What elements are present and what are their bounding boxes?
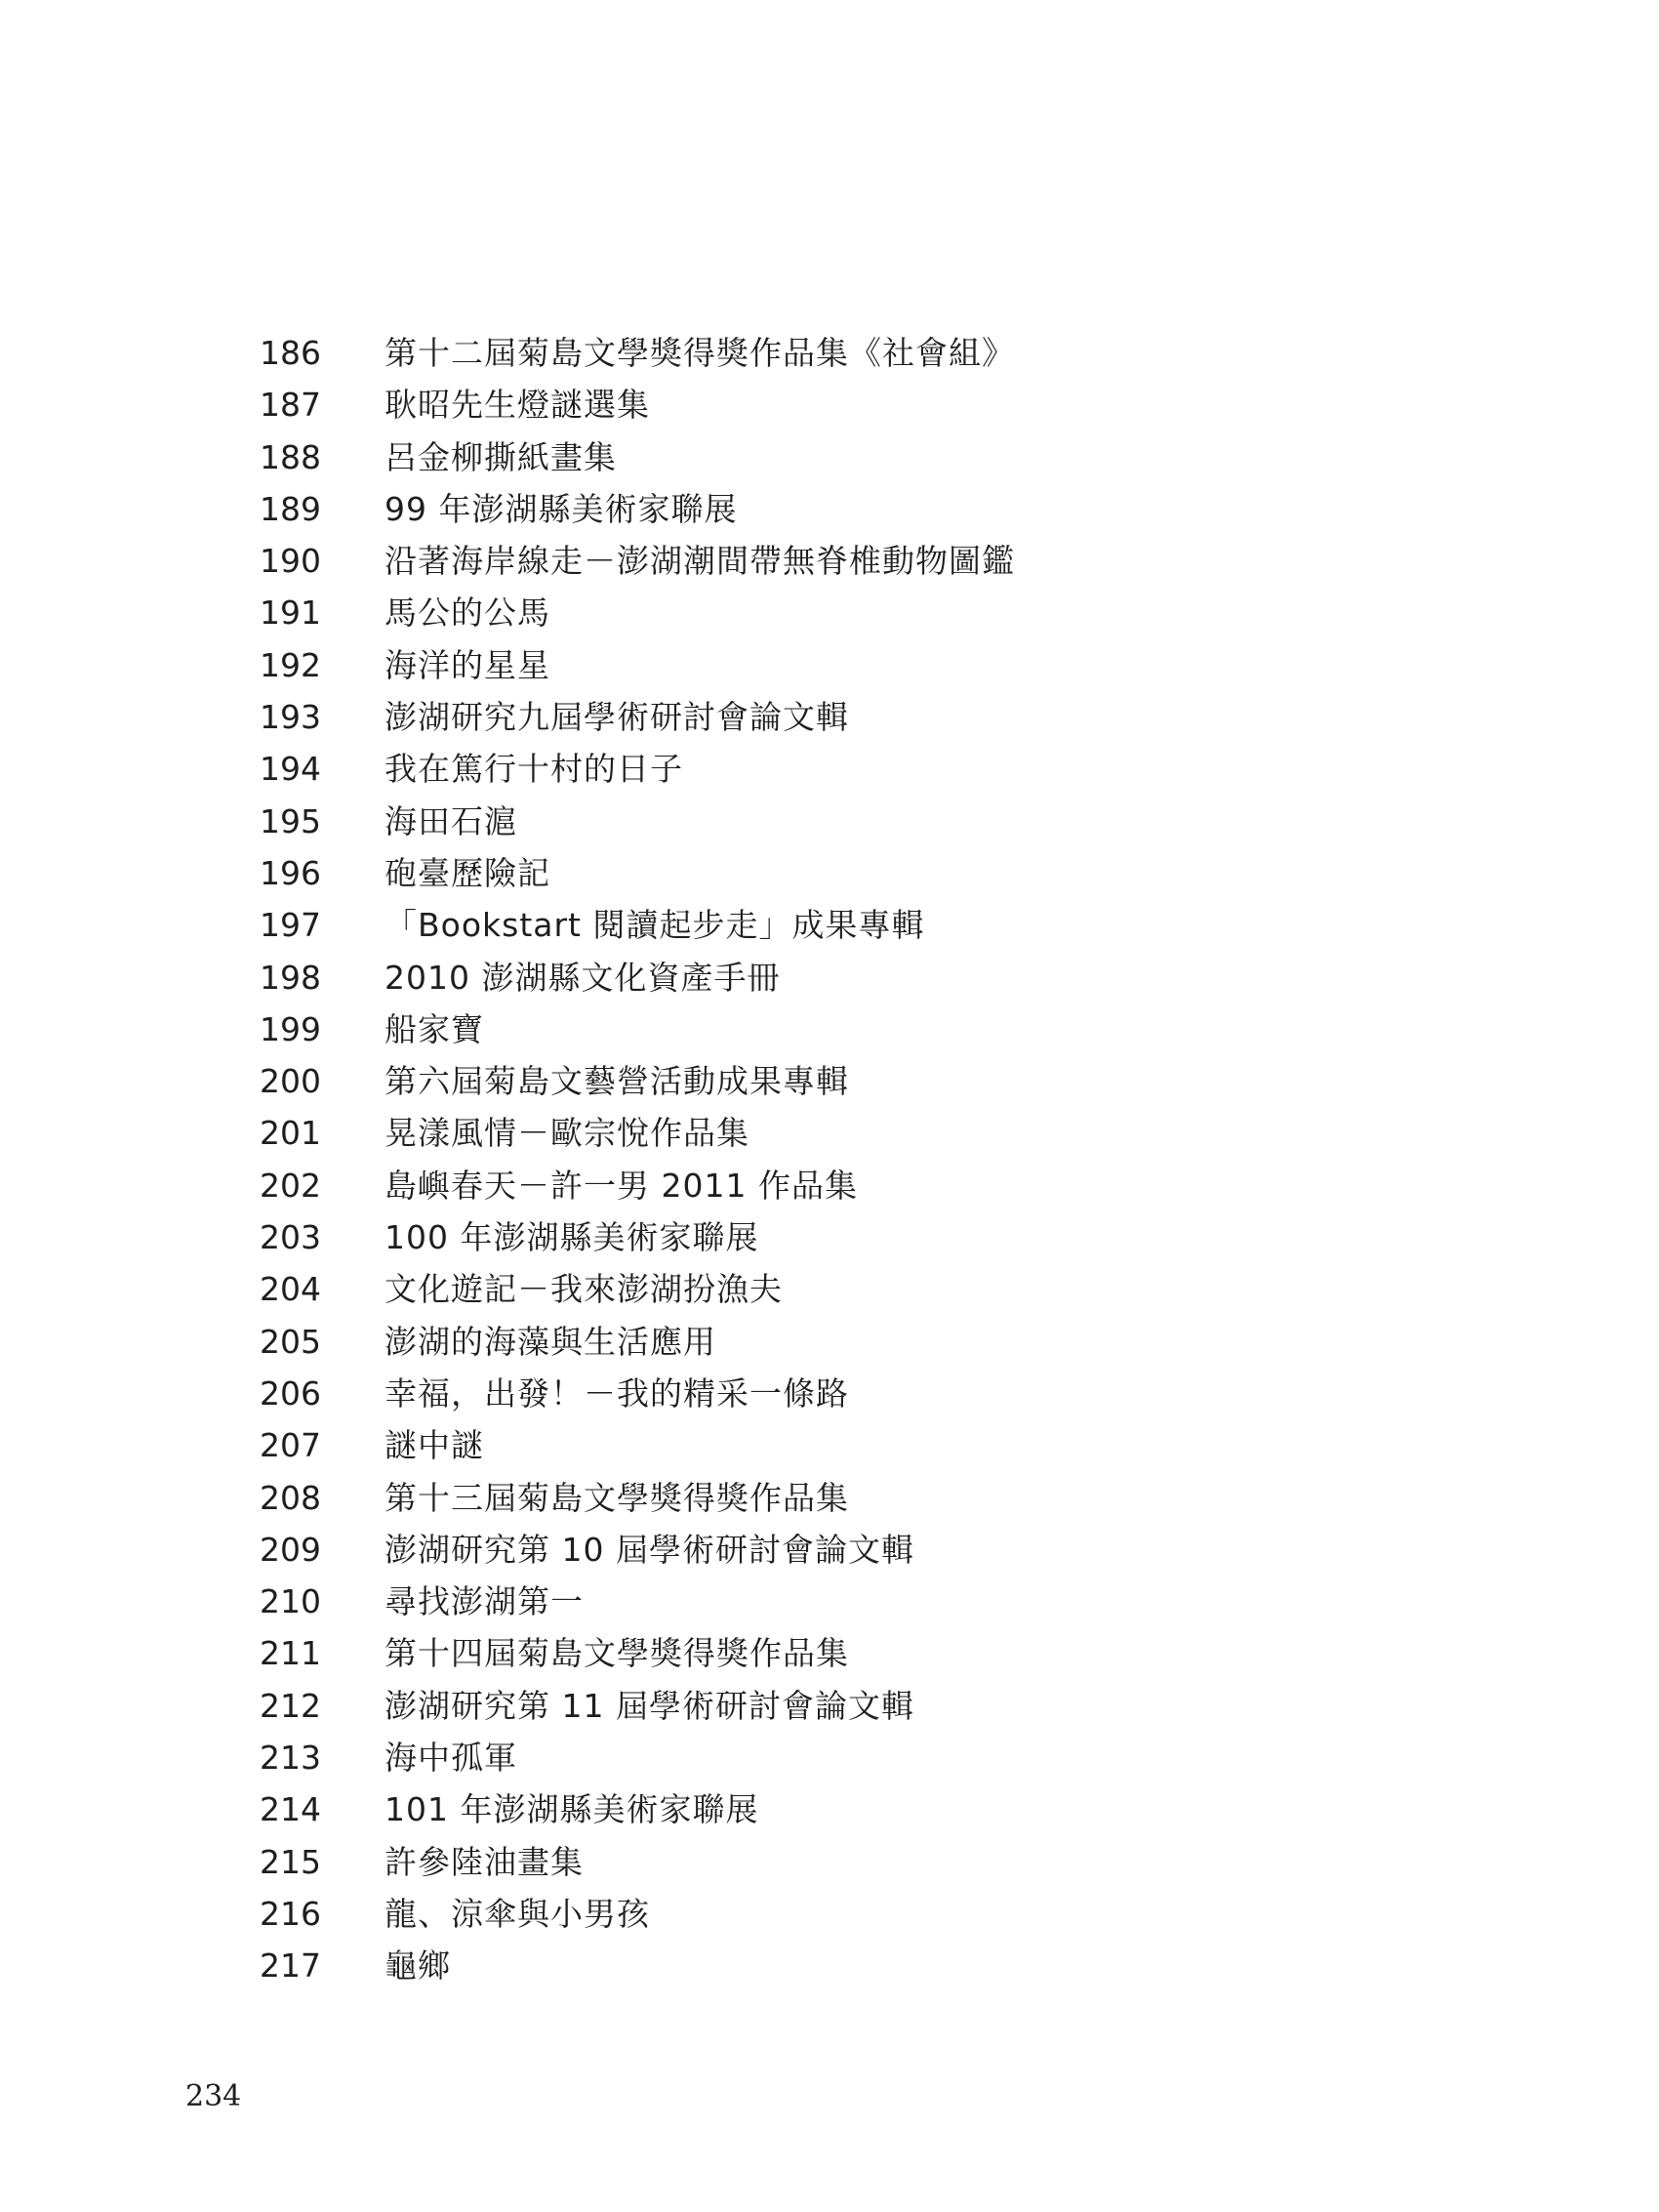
item-title: 澎湖研究九屆學術研討會論文輯 — [384, 698, 849, 737]
item-number: 187 — [260, 386, 321, 425]
item-number: 191 — [260, 594, 321, 633]
item-number: 197 — [260, 906, 321, 945]
item-title: 澎湖研究第 11 屆學術研討會論文輯 — [384, 1686, 914, 1725]
item-number: 201 — [260, 1114, 321, 1153]
item-title: 耿昭先生燈謎選集 — [384, 386, 650, 425]
item-title: 晃漾風情－歐宗悅作品集 — [384, 1114, 749, 1153]
item-number: 193 — [260, 698, 321, 737]
list-item — [260, 1680, 1431, 1732]
item-title: 第六屆菊島文藝營活動成果專輯 — [384, 1062, 849, 1101]
item-number: 209 — [260, 1530, 321, 1569]
item-number: 189 — [260, 489, 321, 528]
item-title: 呂金柳撕紙畫集 — [384, 437, 617, 476]
item-number: 196 — [260, 853, 321, 892]
list-item — [260, 1316, 1431, 1368]
list-item — [260, 1627, 1431, 1679]
list-item — [260, 1368, 1431, 1419]
item-number: 208 — [260, 1478, 321, 1517]
list-item — [260, 431, 1431, 483]
list-item — [260, 899, 1431, 951]
item-number: 204 — [260, 1270, 321, 1309]
item-number: 190 — [260, 542, 321, 581]
item-title: 砲臺歷險記 — [384, 853, 550, 892]
item-title: 幸福，出發！－我的精采一條路 — [384, 1373, 849, 1413]
list-item — [260, 1732, 1431, 1783]
item-title: 馬公的公馬 — [384, 594, 550, 633]
list-item — [260, 691, 1431, 743]
item-title: 海田石滬 — [384, 801, 517, 840]
item-number: 202 — [260, 1166, 321, 1205]
item-title: 澎湖的海藻與生活應用 — [384, 1322, 716, 1361]
item-title: 2010 澎湖縣文化資產手冊 — [384, 958, 781, 997]
list-item — [260, 743, 1431, 795]
item-number: 203 — [260, 1218, 321, 1257]
list-item — [260, 1783, 1431, 1835]
list-item — [260, 847, 1431, 899]
list-item — [260, 1576, 1431, 1627]
item-title: 第十四屆菊島文學獎得獎作品集 — [384, 1634, 849, 1673]
item-number: 186 — [260, 334, 321, 372]
list-item — [260, 535, 1431, 587]
item-title: 第十三屆菊島文學獎得獎作品集 — [384, 1478, 849, 1517]
item-title: 我在篤行十村的日子 — [384, 750, 683, 789]
list-item — [260, 1524, 1431, 1576]
item-title: 海中孤軍 — [384, 1739, 517, 1778]
list-item — [260, 1940, 1431, 1991]
item-number: 199 — [260, 1009, 321, 1048]
list-item — [260, 1472, 1431, 1524]
item-number: 192 — [260, 645, 321, 684]
item-number: 210 — [260, 1582, 321, 1621]
list-item — [260, 1004, 1431, 1055]
list-item — [260, 1888, 1431, 1940]
item-number: 195 — [260, 801, 321, 840]
list-item — [260, 1263, 1431, 1315]
item-title: 龍、涼傘與小男孩 — [384, 1894, 650, 1933]
list-item — [260, 796, 1431, 847]
item-title: 沿著海岸線走－澎湖潮間帶無脊椎動物圖鑑 — [384, 542, 1015, 581]
list-item — [260, 1211, 1431, 1263]
list-item — [260, 1107, 1431, 1159]
list-item — [260, 639, 1431, 691]
item-title: 船家寶 — [384, 1009, 484, 1048]
item-title: 龜鄉 — [384, 1946, 451, 1986]
list-item — [260, 1160, 1431, 1211]
publication-list — [260, 327, 1431, 1992]
item-number: 188 — [260, 437, 321, 476]
item-title: 101 年澎湖縣美術家聯展 — [384, 1790, 759, 1829]
list-item — [260, 1055, 1431, 1107]
item-title: 島嶼春天－許一男 2011 作品集 — [384, 1166, 858, 1205]
item-number: 198 — [260, 958, 321, 997]
item-title: 尋找澎湖第一 — [384, 1582, 584, 1621]
item-title: 許參陸油畫集 — [384, 1842, 584, 1881]
list-item — [260, 483, 1431, 535]
item-title: 海洋的星星 — [384, 645, 550, 684]
item-number: 206 — [260, 1373, 321, 1413]
item-title: 澎湖研究第 10 屆學術研討會論文輯 — [384, 1530, 914, 1569]
list-item — [260, 952, 1431, 1004]
item-title: 99 年澎湖縣美術家聯展 — [384, 489, 738, 528]
list-item — [260, 1419, 1431, 1471]
item-number: 211 — [260, 1634, 321, 1673]
item-number: 194 — [260, 750, 321, 789]
item-title: 「Bookstart 閱讀起步走」成果專輯 — [384, 906, 925, 945]
item-number: 207 — [260, 1426, 321, 1465]
item-number: 205 — [260, 1322, 321, 1361]
item-number: 200 — [260, 1062, 321, 1101]
item-title: 第十二屆菊島文學獎得獎作品集《社會組》 — [384, 334, 1015, 372]
item-title: 謎中謎 — [384, 1426, 484, 1465]
page-number: 234 — [185, 2079, 242, 2113]
item-title: 100 年澎湖縣美術家聯展 — [384, 1218, 759, 1257]
list-item — [260, 1836, 1431, 1888]
item-number: 215 — [260, 1842, 321, 1881]
item-number: 213 — [260, 1739, 321, 1778]
item-number: 214 — [260, 1790, 321, 1829]
item-title: 文化遊記－我來澎湖扮漁夫 — [384, 1270, 783, 1309]
list-item — [260, 587, 1431, 638]
item-number: 216 — [260, 1894, 321, 1933]
list-item — [260, 327, 1431, 379]
item-number: 212 — [260, 1686, 321, 1725]
list-item — [260, 379, 1431, 430]
item-number: 217 — [260, 1946, 321, 1986]
